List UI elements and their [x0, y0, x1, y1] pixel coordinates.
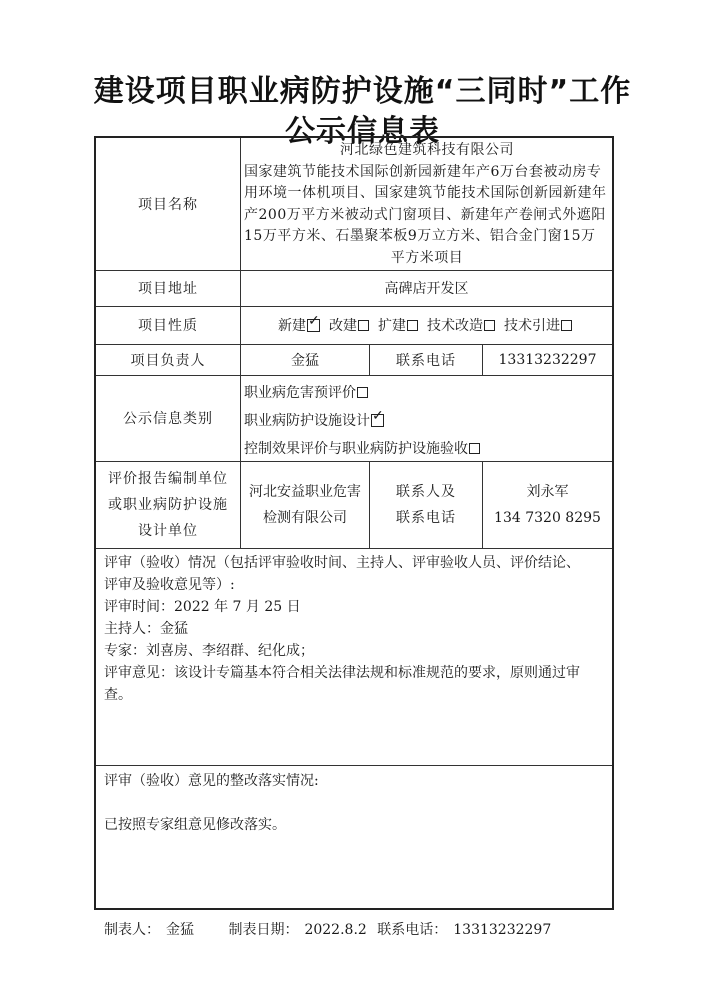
address-value: 高碑店开发区 — [384, 281, 469, 297]
unit-label-line: 设计单位 — [138, 522, 198, 539]
review-opinion: 评审意见：该设计专篇基本符合相关法律法规和标准规范的要求，原则通过审 — [104, 665, 580, 681]
project-name-line: 用环境一体机项目、国家建筑节能技术国际创新园新建年 — [244, 185, 607, 201]
review-line: 评审及验收意见等）: — [104, 577, 235, 593]
nature-option-label: 新建 — [278, 318, 306, 334]
checkbox-icon[interactable] — [357, 387, 368, 398]
unit-name-line: 河北安益职业危害 — [249, 483, 361, 500]
nature-option-tech-import[interactable] — [504, 315, 575, 335]
nature-label: 项目性质 — [138, 318, 198, 334]
nature-option-expand[interactable] — [378, 315, 421, 335]
unit-contact-name: 刘永军 — [526, 483, 569, 500]
document-title-line1: 建设项目职业病防护设施“三同时”工作 — [93, 74, 632, 109]
nature-option-label: 技术改造 — [427, 318, 483, 334]
unit-contact-label — [370, 461, 482, 548]
nature-option-rebuild[interactable] — [329, 315, 372, 335]
review-experts: 专家：刘喜房、李绍群、纪化成； — [104, 643, 314, 659]
nature-options — [241, 306, 612, 344]
checkbox-icon[interactable] — [484, 320, 495, 331]
unit-name-line: 检测有限公司 — [263, 509, 347, 526]
project-name-value — [244, 140, 610, 269]
nature-option-label: 技术引进 — [504, 318, 560, 334]
category-label: 公示信息类别 — [123, 411, 213, 427]
maker-label: 制表人： — [104, 922, 160, 938]
review-host: 主持人：金猛 — [104, 621, 188, 637]
category-option-pre-evaluation[interactable] — [244, 382, 371, 402]
checkbox-checked-icon[interactable]: ✓ — [371, 414, 384, 427]
checkbox-icon[interactable] — [469, 443, 480, 454]
owner-phone-label: 联系电话 — [396, 352, 456, 369]
unit-label-line: 或职业病防护设施 — [108, 496, 228, 513]
project-name-line: 国家建筑节能技术国际创新园新建年产6万台套被动房专 — [244, 163, 602, 180]
footer-phone-label: 联系电话： — [377, 922, 448, 938]
category-option-protection-design[interactable] — [244, 410, 387, 430]
project-name-line: 15万平方米、石墨聚苯板9万立方米、铝合金门窗15万 — [244, 228, 596, 244]
category-option-label: 控制效果评价与职业病防护设施验收 — [244, 441, 468, 457]
project-name-line: 平方米项目 — [390, 249, 464, 266]
review-opinion-cont: 查。 — [104, 687, 132, 703]
unit-contact-phone: 134 7320 8295 — [494, 509, 601, 526]
category-option-label: 职业病危害预评价 — [244, 385, 356, 401]
date-value: 2022.8.2 — [304, 922, 367, 938]
unit-label-line: 评价报告编制单位 — [108, 470, 228, 487]
date-label: 制表日期： — [228, 922, 299, 938]
owner-phone: 13313232297 — [498, 351, 597, 368]
category-option-acceptance[interactable] — [244, 438, 483, 458]
nature-option-tech-upgrade[interactable] — [427, 315, 498, 335]
rectify-heading: 评审（验收）意见的整改落实情况: — [104, 773, 319, 789]
project-name-line: 产200万平方米被动式门窗项目、新建年产卷闸式外遮阳 — [244, 206, 606, 223]
project-name-label: 项目名称 — [138, 197, 198, 213]
owner-label: 项目负责人 — [130, 352, 206, 369]
footer-phone: 13313232297 — [453, 922, 552, 938]
category-option-label: 职业病防护设施设计 — [244, 413, 370, 429]
owner-name: 金猛 — [291, 352, 319, 369]
unit-contact-label-line: 联系人及 — [396, 483, 456, 500]
project-company: 河北绿色建筑科技有限公司 — [340, 142, 514, 158]
address-label: 项目地址 — [138, 281, 198, 297]
review-line: 评审（验收）情况（包括评审验收时间、主持人、评审验收人员、评价结论、 — [104, 555, 580, 571]
row-divider — [96, 548, 612, 549]
nature-option-new[interactable] — [278, 315, 323, 335]
checkbox-icon[interactable] — [561, 320, 572, 331]
checkbox-icon[interactable] — [407, 320, 418, 331]
maker-name: 金猛 — [166, 922, 194, 938]
footer — [104, 919, 664, 939]
review-time: 评审时间：2022 年 7 月 25 日 — [104, 599, 301, 615]
unit-contact-label-line: 联系电话 — [396, 509, 456, 526]
unit-name — [241, 461, 369, 548]
unit-contact — [483, 461, 612, 548]
rectify-text: 已按照专家组意见修改落实。 — [104, 817, 286, 833]
checkbox-checked-icon[interactable]: ✓ — [307, 319, 320, 332]
document-title-line2: 公示信息表 — [285, 114, 440, 149]
nature-option-label: 改建 — [329, 318, 357, 334]
info-form-table — [94, 136, 614, 910]
nature-option-label: 扩建 — [378, 318, 406, 334]
unit-label — [96, 461, 240, 548]
row-divider — [96, 765, 612, 766]
checkbox-icon[interactable] — [358, 320, 369, 331]
